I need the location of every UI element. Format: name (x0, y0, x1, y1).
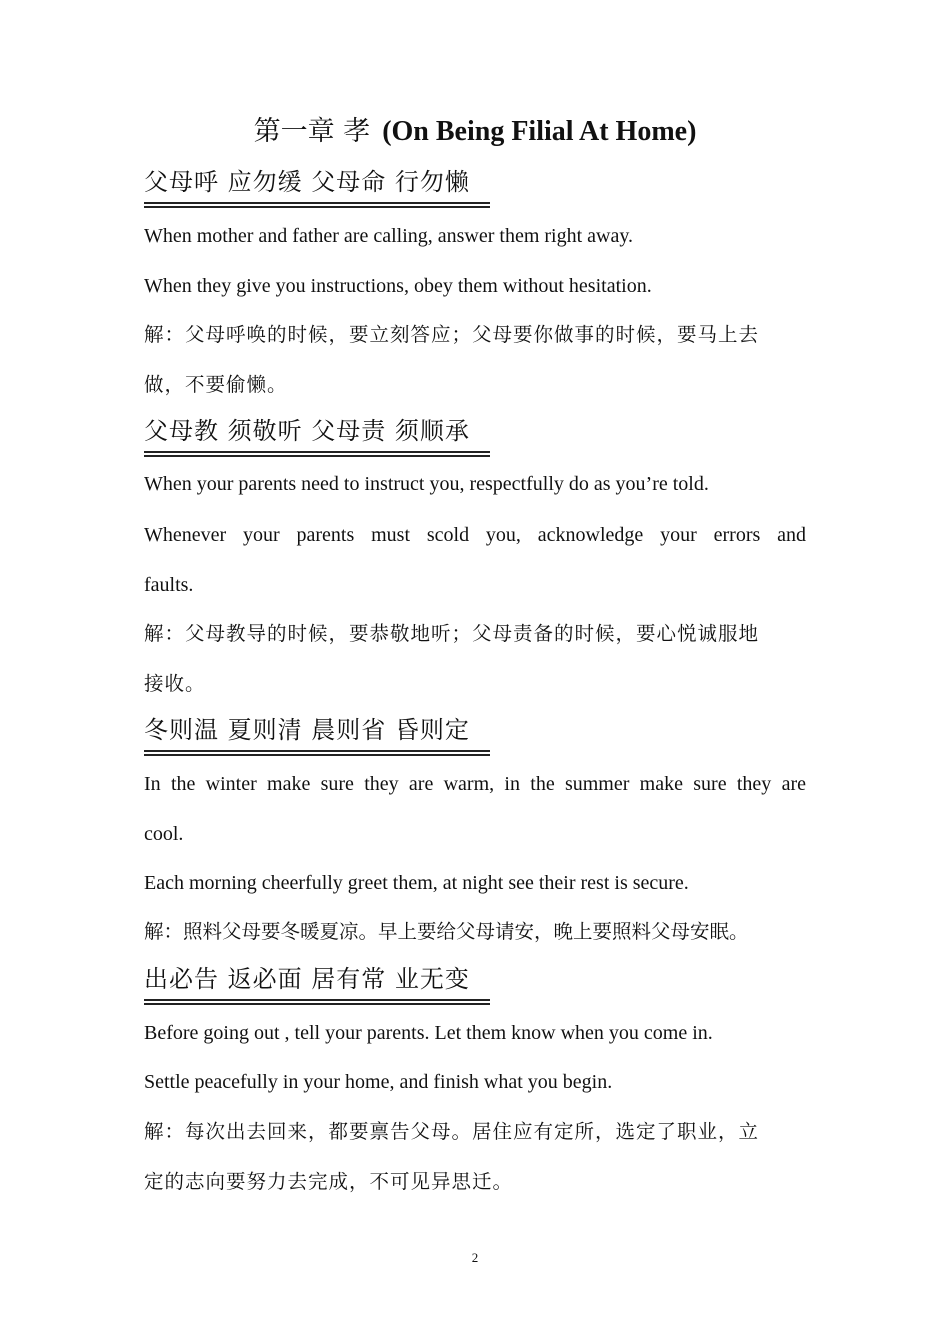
page-number: 2 (471, 1250, 479, 1265)
chapter-title (0, 112, 950, 152)
english-line: When they give you instructions, obey them without hesitation. (144, 275, 652, 297)
chapter-title-cn: 第一章 孝 (253, 116, 371, 147)
explanation-line: 解：父母教导的时候，要恭敬地听；父母责备的时候，要心悦诚服地 (144, 622, 760, 645)
explanation-line: 解：父母呼唤的时候，要立刻答应；父母要你做事的时候，要马上去 (144, 323, 760, 346)
explanation-line: 接收。 (144, 672, 206, 695)
explanation-line: 解：照料父母要冬暖夏凉。早上要给父母请安，晚上要照料父母安眠。 (144, 920, 749, 943)
english-line: Before going out , tell your parents. Let them know when you come in. (144, 1022, 713, 1044)
english-line: When your parents need to instruct you, respectfully do as you’re told. (144, 473, 709, 495)
english-line: Settle peacefully in your home, and finish what you begin. (144, 1071, 613, 1093)
explanation-line: 做，不要偷懒。 (144, 373, 288, 396)
verse-heading: 父母呼 应勿缓 父母命 行勿懒 (144, 164, 490, 202)
english-line: In the winter make sure they are warm, in the summer make sure they are (144, 773, 806, 795)
verse-heading: 出必告 返必面 居有常 业无变 (144, 961, 490, 999)
explanation-line: 定的志向要努力去完成，不可见异思迁。 (144, 1170, 514, 1193)
english-line: Whenever your parents must scold you, acknowledge your errors and (144, 524, 806, 546)
verse-heading: 父母教 须敬听 父母责 须顺承 (144, 413, 490, 451)
verse-heading: 冬则温 夏则清 晨则省 昏则定 (144, 712, 490, 750)
chapter-title-en: (On Being Filial At Home) (382, 116, 697, 147)
english-line: Each morning cheerfully greet them, at night see their rest is secure. (144, 872, 689, 894)
english-line: faults. (144, 574, 194, 596)
english-line: cool. (144, 823, 184, 845)
explanation-line: 解：每次出去回来，都要禀告父母。居住应有定所，选定了职业，立 (144, 1120, 760, 1143)
english-line: When mother and father are calling, answer them right away. (144, 225, 634, 247)
